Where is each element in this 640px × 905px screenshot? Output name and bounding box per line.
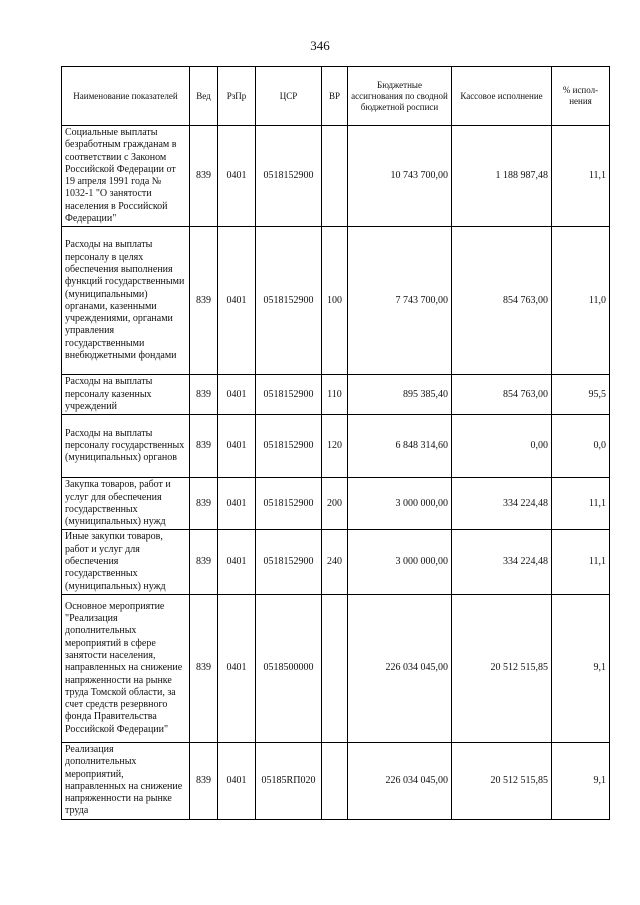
page-number: 346	[310, 38, 330, 53]
cell-name: Иные закупки товаров, работ и услуг для обеспечения государственных (муниципальных) нужд	[62, 530, 190, 594]
header-name: Наименование показателей	[62, 67, 190, 126]
cell-csr: 0518500000	[256, 594, 322, 742]
cell-pct: 9,1	[552, 594, 610, 742]
header-csr: ЦСР	[256, 67, 322, 126]
cell-rzpr: 0401	[218, 227, 256, 375]
cell-ved: 839	[190, 594, 218, 742]
cell-vr	[322, 126, 348, 227]
cell-cash: 0,00	[452, 415, 552, 478]
cell-ved: 839	[190, 126, 218, 227]
cell-cash: 334 224,48	[452, 530, 552, 594]
table-row	[62, 375, 610, 415]
table-row	[62, 415, 610, 478]
cell-pct: 95,5	[552, 375, 610, 415]
cell-ved: 839	[190, 375, 218, 415]
budget-execution-table	[61, 66, 610, 820]
table-row	[62, 227, 610, 375]
cell-rzpr: 0401	[218, 415, 256, 478]
cell-rzpr: 0401	[218, 594, 256, 742]
cell-csr: 0518152900	[256, 375, 322, 415]
table-row	[62, 126, 610, 227]
cell-cash: 854 763,00	[452, 227, 552, 375]
cell-vr: 120	[322, 415, 348, 478]
cell-csr: 05185RП020	[256, 742, 322, 819]
table-header-row	[62, 67, 610, 126]
cell-vr	[322, 594, 348, 742]
cell-plan: 6 848 314,60	[348, 415, 452, 478]
cell-pct: 9,1	[552, 742, 610, 819]
header-vr: ВР	[322, 67, 348, 126]
cell-pct: 11,0	[552, 227, 610, 375]
cell-name: Расходы на выплаты персоналу государственных (муниципальных) органов	[62, 415, 190, 478]
header-cash: Кассовое исполнение	[452, 67, 552, 126]
cell-ved: 839	[190, 530, 218, 594]
cell-pct: 11,1	[552, 478, 610, 530]
cell-csr: 0518152900	[256, 478, 322, 530]
cell-vr: 240	[322, 530, 348, 594]
cell-csr: 0518152900	[256, 415, 322, 478]
cell-vr: 110	[322, 375, 348, 415]
cell-csr: 0518152900	[256, 126, 322, 227]
cell-name: Расходы на выплаты персоналу казенных учреждений	[62, 375, 190, 415]
cell-rzpr: 0401	[218, 478, 256, 530]
cell-pct: 11,1	[552, 126, 610, 227]
cell-name: Закупка товаров, работ и услуг для обеспечения государственных (муниципальных) нужд	[62, 478, 190, 530]
cell-plan: 226 034 045,00	[348, 742, 452, 819]
cell-csr: 0518152900	[256, 530, 322, 594]
cell-cash: 20 512 515,85	[452, 594, 552, 742]
cell-rzpr: 0401	[218, 530, 256, 594]
table-row	[62, 742, 610, 819]
cell-plan: 3 000 000,00	[348, 530, 452, 594]
header-ved: Вед	[190, 67, 218, 126]
cell-cash: 334 224,48	[452, 478, 552, 530]
cell-name: Реализация дополнительных мероприятий, направленных на снижение напряженности на рынке труда	[62, 742, 190, 819]
cell-rzpr: 0401	[218, 742, 256, 819]
cell-vr: 200	[322, 478, 348, 530]
cell-name: Социальные выплаты безработным гражданам в соответствии с Законом Российской Федерации от 19 апреля 1991 года № 1032-1 "О занятости населения в Российской Федерации"	[62, 126, 190, 227]
cell-csr: 0518152900	[256, 227, 322, 375]
cell-ved: 839	[190, 415, 218, 478]
cell-pct: 11,1	[552, 530, 610, 594]
header-pct: % испол-нения	[552, 67, 610, 126]
header-plan: Бюджетные ассигнования по сводной бюджетной росписи	[348, 67, 452, 126]
cell-cash: 854 763,00	[452, 375, 552, 415]
table-row	[62, 530, 610, 594]
cell-ved: 839	[190, 478, 218, 530]
cell-rzpr: 0401	[218, 375, 256, 415]
cell-ved: 839	[190, 742, 218, 819]
cell-plan: 3 000 000,00	[348, 478, 452, 530]
cell-pct: 0,0	[552, 415, 610, 478]
cell-plan: 226 034 045,00	[348, 594, 452, 742]
cell-plan: 10 743 700,00	[348, 126, 452, 227]
cell-name: Расходы на выплаты персоналу в целях обеспечения выполнения функций государственными (муниципальными) органами, казенными учреждениями, органами управления государственными внебюджетными фондами	[62, 227, 190, 375]
cell-cash: 20 512 515,85	[452, 742, 552, 819]
header-rzpr: РзПр	[218, 67, 256, 126]
cell-cash: 1 188 987,48	[452, 126, 552, 227]
table-row	[62, 594, 610, 742]
cell-name: Основное мероприятие "Реализация дополнительных мероприятий в сфере занятости населения, направленных на снижение напряженности на рынке труда Томской области, за счет средств резервного фонда Правительства Российской Федерации"	[62, 594, 190, 742]
cell-ved: 839	[190, 227, 218, 375]
cell-plan: 7 743 700,00	[348, 227, 452, 375]
cell-rzpr: 0401	[218, 126, 256, 227]
cell-vr: 100	[322, 227, 348, 375]
cell-plan: 895 385,40	[348, 375, 452, 415]
cell-vr	[322, 742, 348, 819]
table-row	[62, 478, 610, 530]
